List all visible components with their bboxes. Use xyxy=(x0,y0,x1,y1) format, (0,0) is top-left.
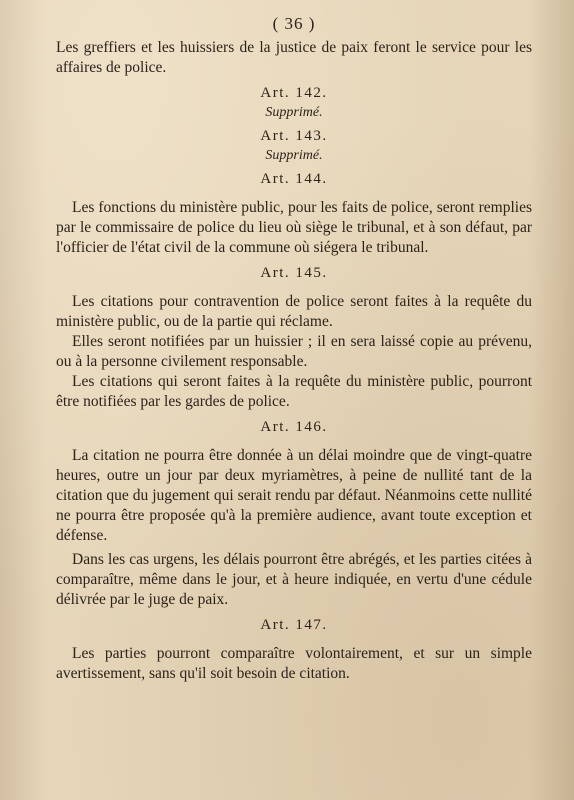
article-144-heading: Art. 144. xyxy=(260,171,328,187)
article-143-supprime: Supprimé. xyxy=(265,148,323,163)
article-145-paragraph-2: Elles seront notifiées par un huissier ; il en sera laissé copie au prévenu, ou à la personne civilement responsable. xyxy=(56,333,532,370)
article-145-paragraph-3: Les citations qui seront faites à la requête du ministère public, pourront être notifiées par les gardes de police. xyxy=(56,373,532,410)
article-145-paragraph-1: Les citations pour contravention de police seront faites à la requête du ministère public, ou de la partie qui réclame. xyxy=(56,293,532,330)
article-142-supprime: Supprimé. xyxy=(265,105,323,120)
article-145-heading: Art. 145. xyxy=(260,265,328,281)
article-147-paragraph: Les parties pourront comparaître volontairement, et sur un simple avertissement, sans qu'il soit besoin de citation. xyxy=(56,645,532,682)
article-142-heading: Art. 142. xyxy=(260,85,328,101)
article-143-heading: Art. 143. xyxy=(260,128,328,144)
article-146-paragraph-2: Dans les cas urgens, les délais pourront être abrégés, et les parties citées à comparaître, même dans le jour, et à heure indiquée, en vertu d'une cédule délivrée par le juge de paix. xyxy=(56,551,532,608)
article-144-paragraph: Les fonctions du ministère public, pour les faits de police, seront remplies par le commissaire de police du lieu où siège le tribunal, et à son défaut, par l'officier de l'état civil de la commune où siégera le tribunal. xyxy=(56,199,532,256)
article-147-heading: Art. 147. xyxy=(260,617,328,633)
page-number: ( 36 ) xyxy=(272,14,316,33)
article-146-paragraph-1: La citation ne pourra être donnée à un délai moindre que de vingt-quatre heures, outre un jour par deux myriamètres, à peine de nullité tant de la citation que du jugement qui serait rendu par défaut. Néanmoins cette nullité ne pourra être proposée qu'à la première audience, avant toute exception et défense. xyxy=(56,447,532,544)
article-146-heading: Art. 146. xyxy=(260,419,328,435)
paragraph-greffiers: Les greffiers et les huissiers de la justice de paix feront le service pour les affaires de police. xyxy=(56,39,532,76)
